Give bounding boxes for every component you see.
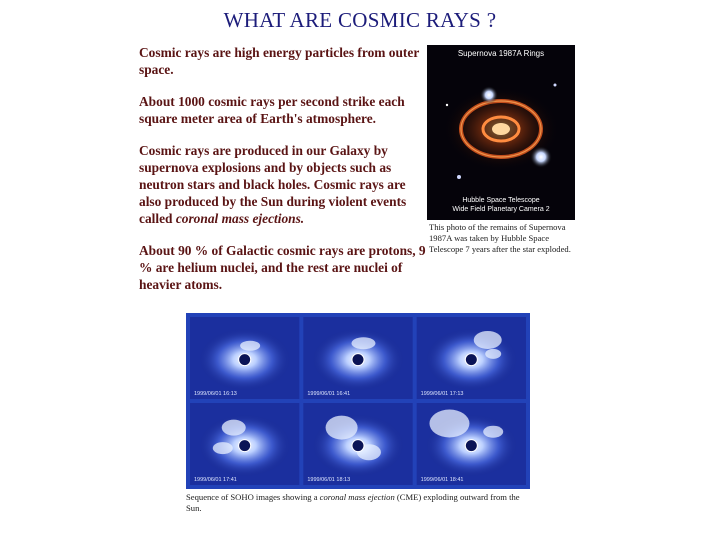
supernova-label-credit (427, 196, 575, 214)
soho-caption (186, 492, 536, 514)
soho-frame (417, 317, 526, 399)
soho-caption-text-end: (CME) exploding outward from the Sun. (186, 492, 520, 513)
soho-frame-timestamp: 1999/06/01 17:13 (420, 391, 464, 397)
soho-frame-timestamp: 1999/06/01 16:13 (194, 391, 237, 397)
supernova-label-credit-line2: Wide Field Planetary Camera 2 (452, 206, 550, 213)
soho-frame (417, 403, 526, 485)
supernova-caption: This photo of the remains of Supernova 1987A was taken by Hubble Space Telescope 7 years after the star exploded. (429, 222, 571, 254)
text-column (139, 44, 429, 308)
supernova-illustration (427, 45, 575, 220)
supernova-label-credit-line1: Hubble Space Telescope (462, 197, 540, 204)
soho-frame-timestamp: 1999/06/01 17:41 (194, 477, 237, 483)
paragraph-sources-emphasis: coronal mass ejections. (175, 211, 305, 226)
soho-caption-emphasis: coronal mass ejection (319, 492, 395, 502)
soho-frame (303, 317, 412, 399)
soho-frame (190, 317, 299, 399)
paragraph-definition: Cosmic rays are high energy particles from outer space. (139, 45, 420, 77)
soho-frame-timestamp: 1999/06/01 18:13 (307, 477, 351, 483)
soho-frame (190, 403, 299, 485)
supernova-photo (427, 45, 575, 220)
soho-caption-text: Sequence of SOHO images showing a (186, 492, 320, 502)
paragraph-composition: About 90 % of Galactic cosmic rays are protons, 9 % are helium nuclei, and the rest are nuclei of heavier atoms. (139, 243, 426, 292)
paragraph-sources-text: Cosmic rays are produced in our Galaxy by supernova explosions and by objects such as neutron stars and black holes. Cosmic rays are also produced by the Sun during violent events called (139, 143, 407, 226)
soho-frame (303, 403, 412, 485)
soho-frame-timestamp: 1999/06/01 16:41 (307, 391, 351, 397)
paragraph-sources (139, 142, 429, 227)
soho-frames (186, 313, 530, 489)
paragraph-rate: About 1000 cosmic rays per second strike each square meter area of Earth's atmosphere. (139, 94, 405, 126)
supernova-label-title: Supernova 1987A Rings (457, 49, 545, 58)
page-title: WHAT ARE COSMIC RAYS ? (223, 8, 497, 32)
soho-frame-timestamp: 1999/06/01 18:41 (420, 477, 464, 483)
soho-image-sequence (186, 313, 530, 489)
